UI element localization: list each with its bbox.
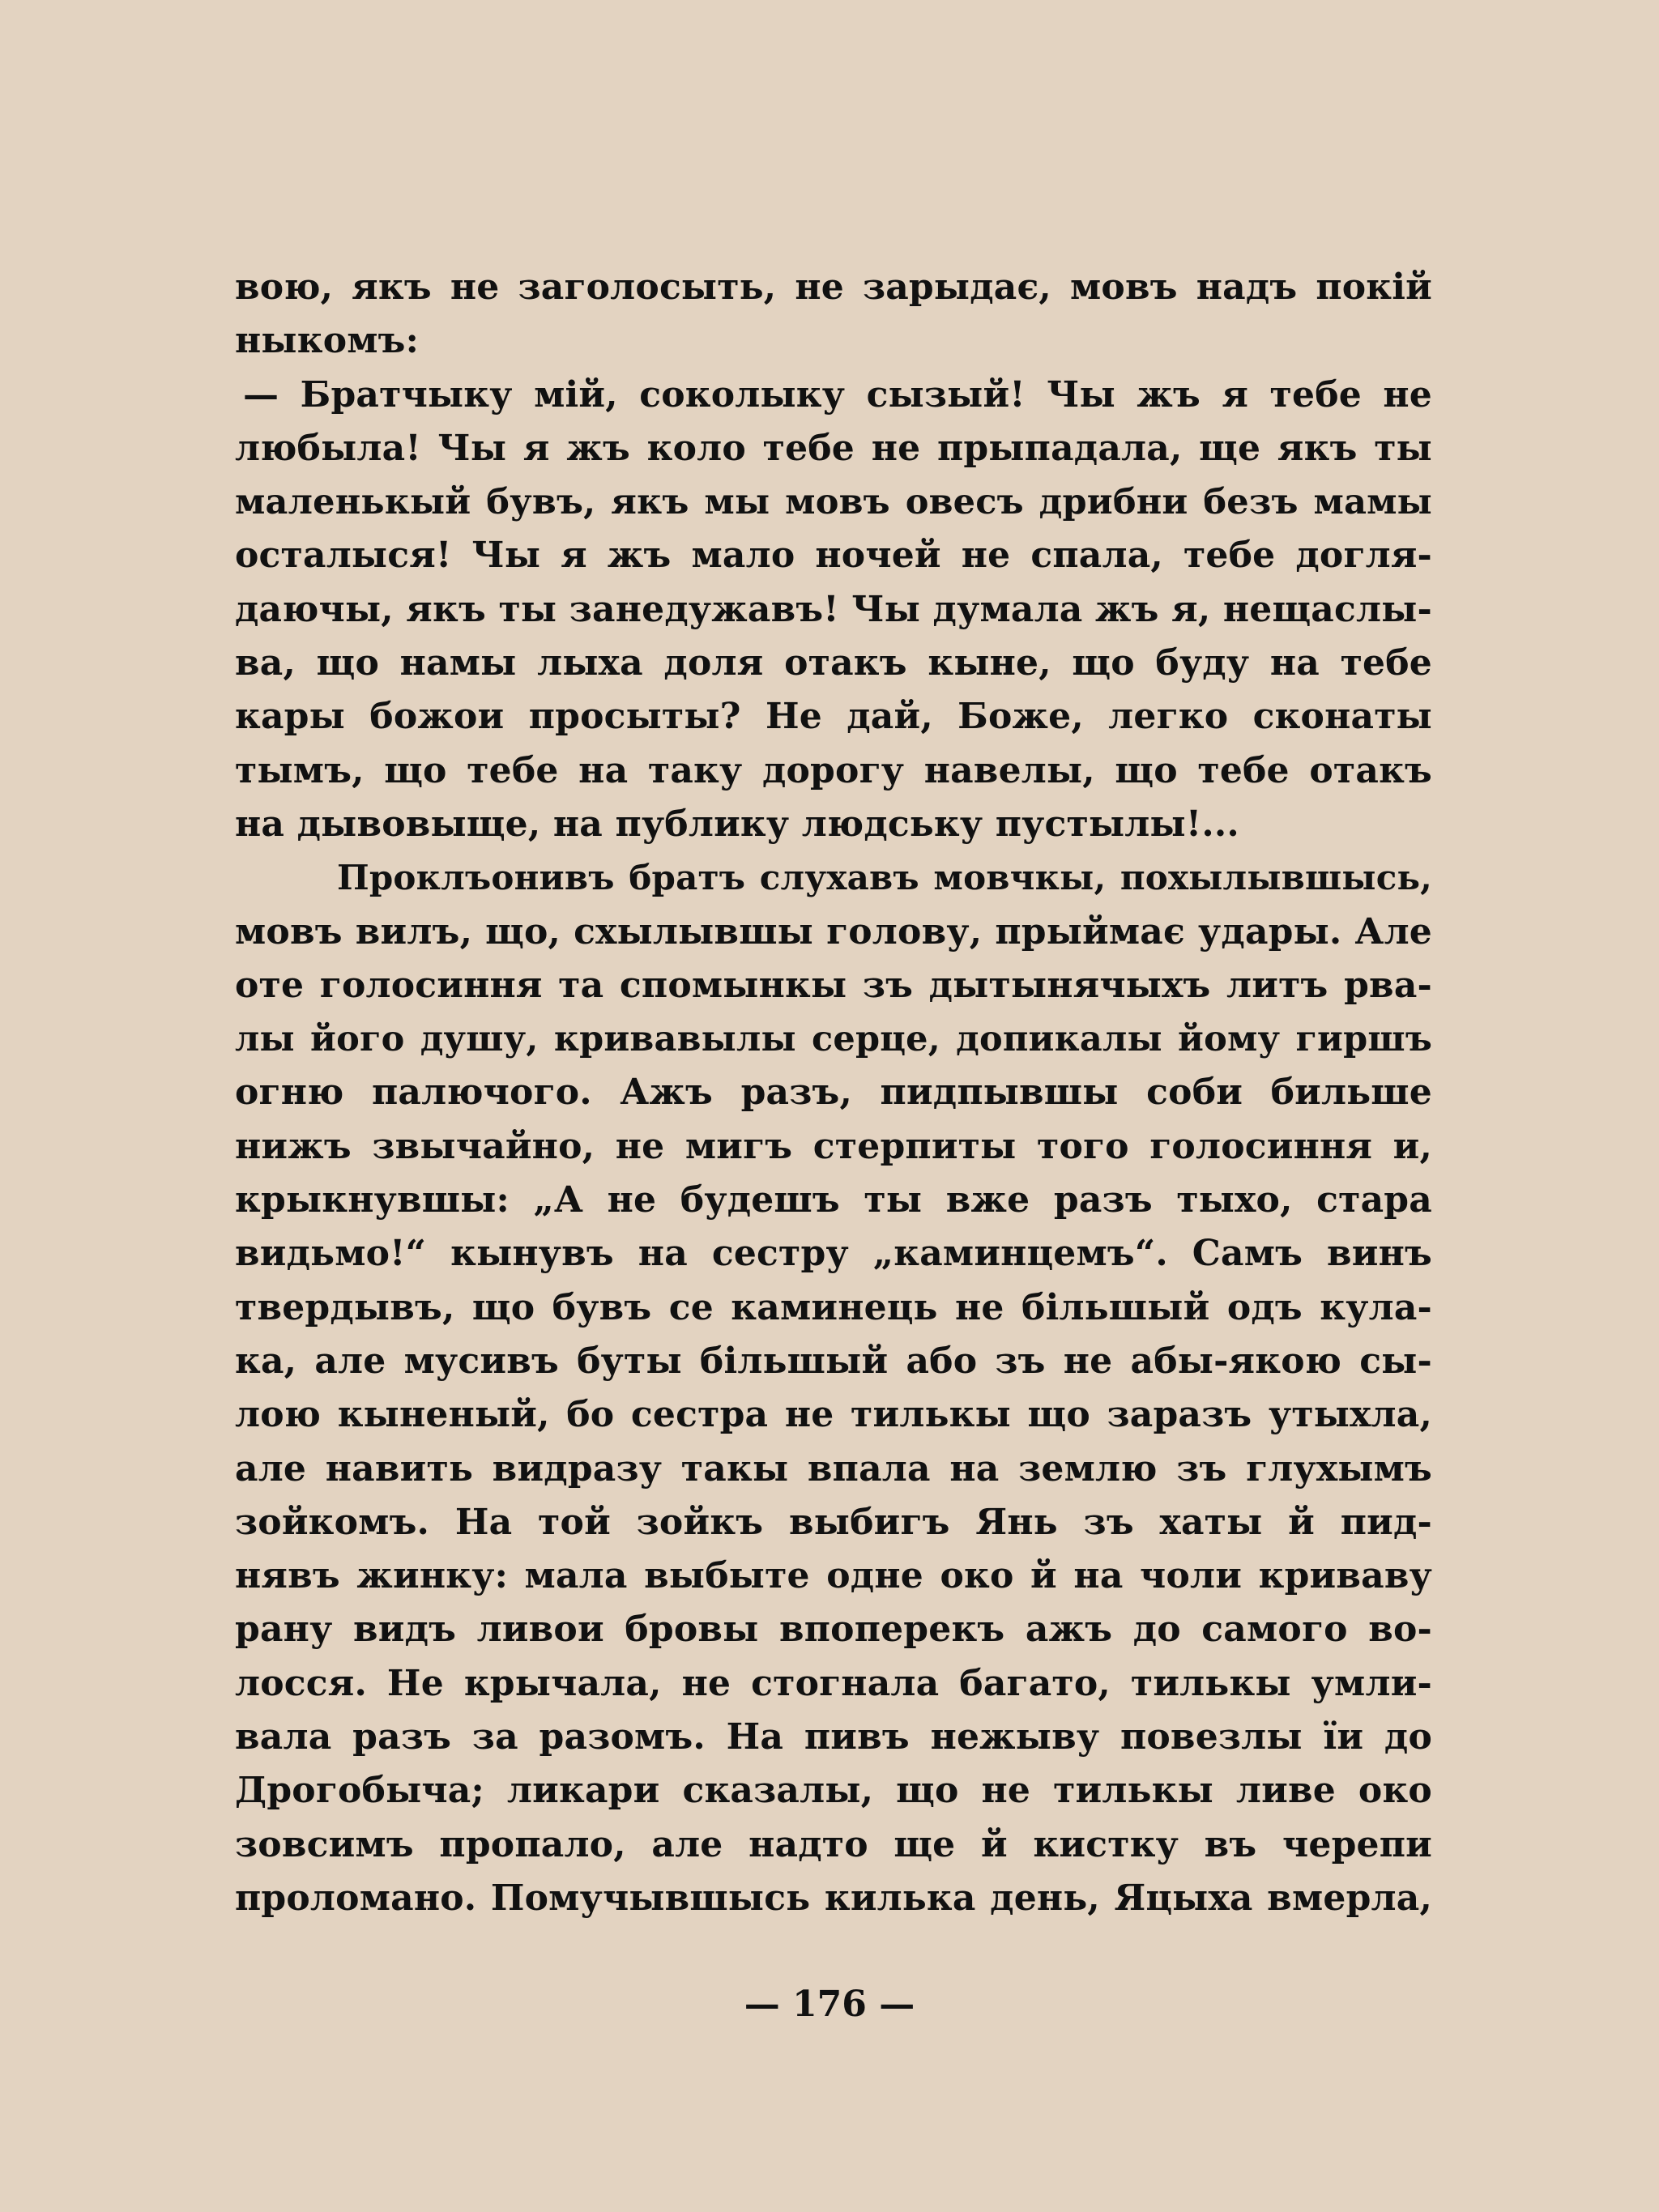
text-line: оте голосиння та спомынкы зъ дытынячыхъ литъ рва- [235,964,1432,1006]
text-line: рану видъ ливои бровы впоперекъ ажъ до самого во- [235,1609,1432,1651]
text-line: нижъ звычайно, не мигъ стерпиты того голосиння и, [235,1125,1432,1167]
text-line: твердывъ, що бувъ се каминець не більшый одъ кула- [235,1286,1432,1328]
text-line: на дывовыще, на публику людську пустылы!... [235,803,1239,845]
text-line: проломано. Помучывшысь килька день, Яцыха вмерла, [235,1877,1432,1919]
text-line: зовсимъ пропало, але надто ще й кистку въ черепи [235,1823,1432,1865]
text-line: лы його душу, кривавылы серце, допикалы йому гиршъ [235,1019,1432,1060]
text-line: вою, якъ не заголосыть, не зарыдає, мовъ надъ покій [235,266,1432,308]
text-line: маленькый бувъ, якъ мы мовъ овесъ дрибни безъ мамы [235,482,1432,523]
text-line: тымъ, що тебе на таку дорогу навелы, що тебе отакъ [235,749,1432,791]
text-line: але навить видразу такы впала на землю зъ глухымъ [235,1447,1432,1490]
text-line: нявъ жинку: мала выбыте одне око й на чоли криваву [235,1555,1432,1597]
text-line: ка, але мусивъ буты більшый або зъ не абы-якою сы- [235,1340,1432,1382]
text-line: вала разъ за разомъ. На пивъ нежыву повезлы їи до [235,1716,1432,1758]
text-line: огню палючого. Ажъ разъ, пидпывшы соби бильше [235,1072,1432,1114]
text-line: видьмо!“ кынувъ на сестру „каминцемъ“. Самъ винъ [235,1233,1432,1275]
text-line: лою кыненый, бо сестра не тилькы що заразъ утыхла, [235,1394,1432,1436]
text-line: ныкомъ: [235,320,420,362]
text-line: крыкнувшы: „А не будешъ ты вже разъ тыхо, стара [235,1179,1432,1221]
text-line: Дрогобыча; ликари сказалы, що не тилькы ливе око [235,1770,1432,1812]
text-line: осталыся! Чы я жъ мало ночей не спала, тебе догля- [235,535,1432,577]
text-line: лосся. Не крычала, не стогнала багато, тилькы умли- [235,1662,1432,1704]
text-line: ва, що намы лыха доля отакъ кыне, що буду на тебе [235,642,1432,684]
text-line: — Братчыку мій, соколыку сызый! Чы жъ я тебе не [243,373,1432,416]
page-number: — 176 — [744,1984,915,2025]
text-line: Проклъонивъ братъ слухавъ мовчкы, похылывшысь, [337,858,1432,898]
text-line: любыла! Чы я жъ коло тебе не прыпадала, ще якъ ты [235,427,1432,469]
text-line: зойкомъ. На той зойкъ выбигъ Янь зъ хаты й пид- [235,1501,1432,1543]
page-body-text [235,261,1432,1925]
text-line: кары божои просыты? Не дай, Боже, легко сконаты [235,696,1432,738]
text-line: мовъ вилъ, що, схылывшы голову, прыймає удары. Але [235,910,1432,953]
text-line: даючы, якъ ты занедужавъ! Чы думала жъ я, нещаслы- [235,588,1432,630]
